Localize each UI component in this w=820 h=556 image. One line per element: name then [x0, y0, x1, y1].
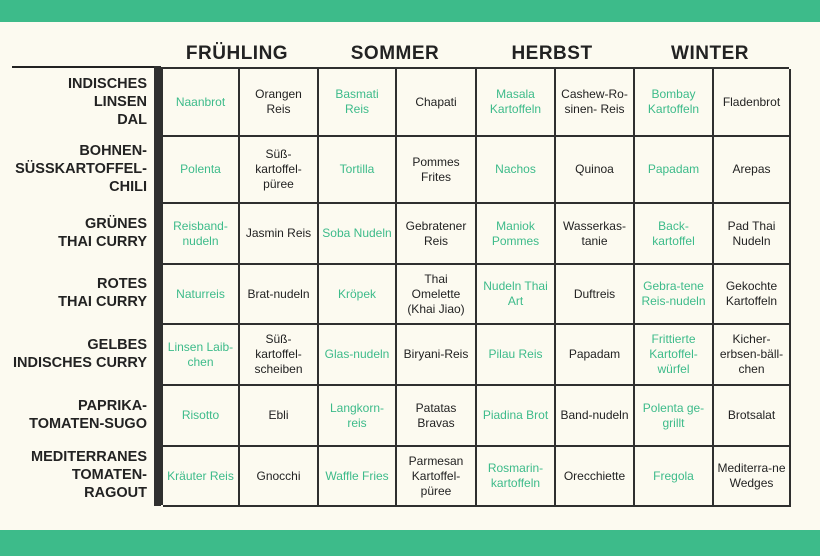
row-label-indisches-linsen-dal: INDISCHES LINSEN DAL — [68, 76, 147, 128]
table-cell: Polenta — [163, 137, 240, 204]
table-cell: Mediterra-ne Wedges — [714, 447, 791, 507]
table-cell: Linsen Laib-chen — [163, 325, 240, 386]
row-label-paprika-tomaten-sugo: PAPRIKA- TOMATEN-SUGO — [29, 397, 147, 432]
table-cell: Langkorn-reis — [319, 386, 397, 447]
table-cell: Arepas — [714, 137, 791, 204]
row-label-bohnen-suesskartoffel-chili: BOHNEN- SÜSSKARTOFFEL- CHILI — [15, 142, 147, 195]
table-cell: Papadam — [556, 325, 635, 386]
table-cell: Nudeln Thai Art — [477, 265, 556, 325]
table-cell: Rosmarin-kartoffeln — [477, 447, 556, 507]
table-cell: Maniok Pommes — [477, 204, 556, 265]
table-cell: Bombay Kartoffeln — [635, 69, 714, 137]
row-label-divider — [154, 66, 161, 506]
table-cell: Piadina Brot — [477, 386, 556, 447]
table-cell: Ebli — [240, 386, 319, 447]
table-cell: Thai Omelette (Khai Jiao) — [397, 265, 477, 325]
table-cell: Gebratener Reis — [397, 204, 477, 265]
table-cell: Biryani-Reis — [397, 325, 477, 386]
table-cell: Naturreis — [163, 265, 240, 325]
table-cell: Fregola — [635, 447, 714, 507]
table-cell: Patatas Bravas — [397, 386, 477, 447]
table-cell: Cashew-Ro-sinen- Reis — [556, 69, 635, 137]
table-cell: Kicher-erbsen-bäll-chen — [714, 325, 791, 386]
side-dish-table — [161, 67, 789, 505]
table-cell: Band-nudeln — [556, 386, 635, 447]
table-cell: Gnocchi — [240, 447, 319, 507]
table-cell: Duftreis — [556, 265, 635, 325]
table-cell: Polenta ge-grillt — [635, 386, 714, 447]
row-label-mediterranes-tomaten-ragout: MEDITERRANES TOMATEN-RAGOUT — [30, 449, 147, 501]
table-cell: Back-kartoffel — [635, 204, 714, 265]
bottom-band — [0, 530, 820, 556]
table-cell: Brat-nudeln — [240, 265, 319, 325]
table-cell: Basmati Reis — [319, 69, 397, 137]
table-cell: Quinoa — [556, 137, 635, 204]
table-cell: Waffle Fries — [319, 447, 397, 507]
table-cell: Orangen Reis — [240, 69, 319, 137]
table-cell: Glas-nudeln — [319, 325, 397, 386]
table-cell: Kröpek — [319, 265, 397, 325]
top-band — [0, 0, 820, 22]
table-cell: Fladenbrot — [714, 69, 791, 137]
table-cell: Papadam — [635, 137, 714, 204]
table-cell: Orecchiette — [556, 447, 635, 507]
row-label-gelbes-indisches-curry: GELBES INDISCHES CURRY — [12, 336, 147, 371]
table-cell: Jasmin Reis — [240, 204, 319, 265]
row-label-rotes-thai-curry: ROTES THAI CURRY — [58, 276, 147, 310]
table-cell: Brotsalat — [714, 386, 791, 447]
table-cell: Naanbrot — [163, 69, 240, 137]
season-header-winter: WINTER — [671, 43, 749, 64]
table-cell: Süß-kartoffel-scheiben — [240, 325, 319, 386]
table-cell: Risotto — [163, 386, 240, 447]
table-cell: Gebra-tene Reis-nudeln — [635, 265, 714, 325]
table-cell: Wasserkas-tanie — [556, 204, 635, 265]
season-header-spring: FRÜHLING — [185, 43, 289, 64]
table-cell: Soba Nudeln — [319, 204, 397, 265]
table-cell: Nachos — [477, 137, 556, 204]
table-cell: Pad Thai Nudeln — [714, 204, 791, 265]
table-cell: Tortilla — [319, 137, 397, 204]
table-cell: Frittierte Kartoffel-würfel — [635, 325, 714, 386]
season-header-summer: SOMMER — [350, 43, 440, 64]
table-cell: Süß-kartoffel-püree — [240, 137, 319, 204]
table-cell: Masala Kartoffeln — [477, 69, 556, 137]
table-cell: Gekochte Kartoffeln — [714, 265, 791, 325]
table-cell: Chapati — [397, 69, 477, 137]
row-label-gruenes-thai-curry: GRÜNES THAI CURRY — [58, 215, 147, 250]
table-cell: Pilau Reis — [477, 325, 556, 386]
table-cell: Pommes Frites — [397, 137, 477, 204]
header-divider — [12, 66, 158, 68]
season-header-autumn: HERBST — [511, 43, 593, 64]
table-cell: Reisband-nudeln — [163, 204, 240, 265]
table-cell: Parmesan Kartoffel-püree — [397, 447, 477, 507]
table-cell: Kräuter Reis — [163, 447, 240, 507]
